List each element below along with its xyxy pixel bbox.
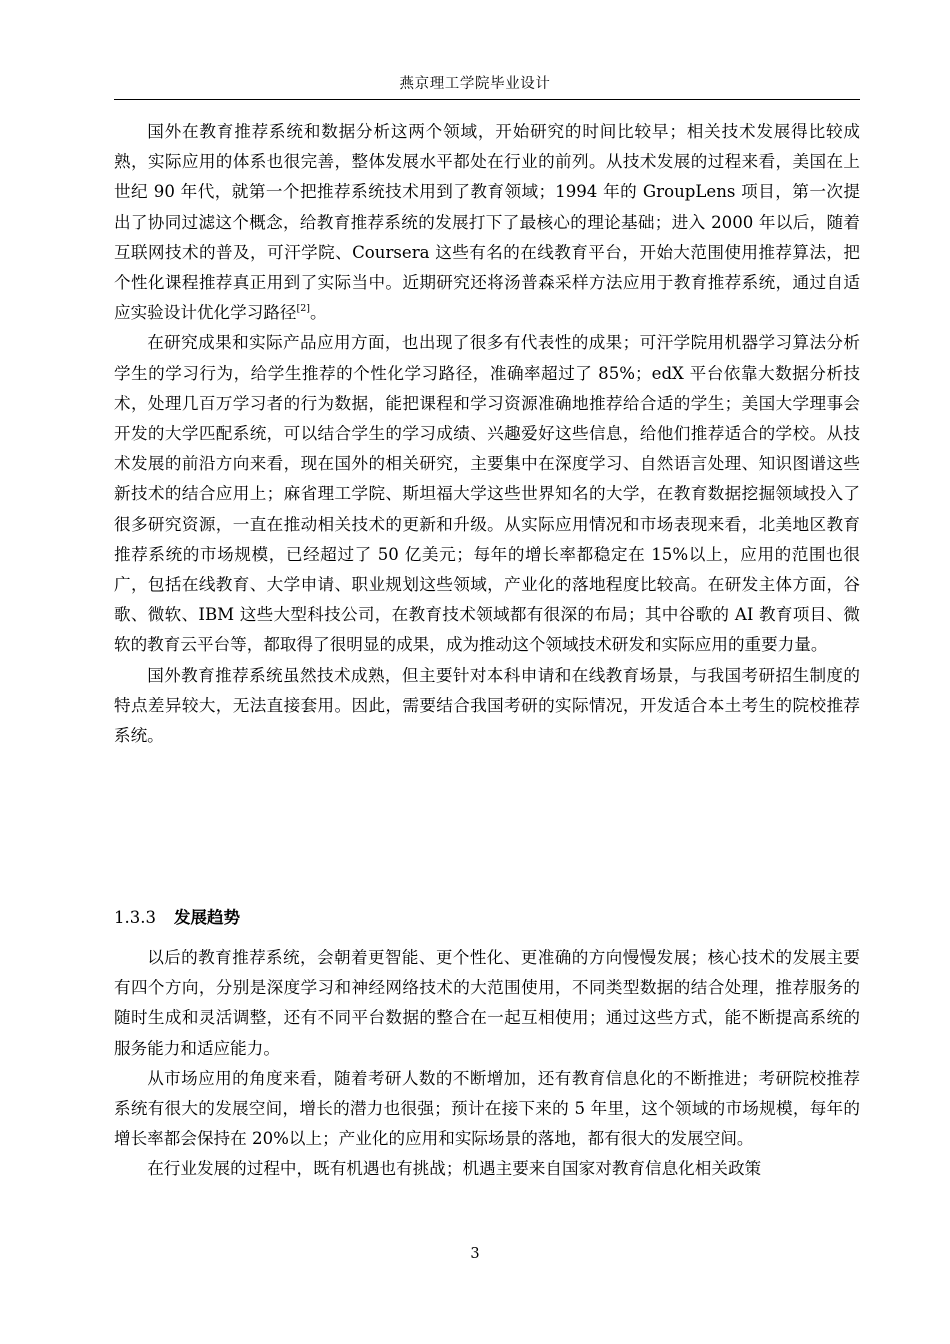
citation-ref: [2] <box>296 303 310 315</box>
paragraph-foreign-results: 在研究成果和实际产品应用方面，也出现了很多有代表性的成果；可汗学院用机器学习算法分析学生的学习行为，给学生推荐的个性化学习路径，准确率超过了 85%；edX 平台依靠大数据分析技术，处理几百万学习者的行为数据，能把课程和学习资源准确地推荐给合适的学生；美国大学理事会开发的大学匹配系统，可以结合学生的学习成绩、兴趣爱好这些信息，给他们推荐适合的学校。从技术发展的前沿方向来看，现在国外的相关研究，主要集中在深度学习、自然语言处理、知识图谱这些新技术的结合应用上；麻省理工学院、斯坦福大学这些世界知名的大学，在教育数据挖掘领域投入了很多研究资源，一直在推动相关技术的更新和升级。从实际应用情况和市场表现来看，北美地区教育推荐系统的市场规模，已经超过了 50 亿美元；每年的增长率都稳定在 15%以上，应用的范围也很广，包括在线教育、大学申请、职业规划这些领域，产业化的落地程度比较高。在研发主体方面，谷歌、微软、IBM 这些大型科技公司，在教育技术领域都有很深的布局；其中谷歌的 AI 教育项目、微软的教育云平台等，都取得了很明显的成果，成为推动这个领域技术研发和实际应用的重要力量。 <box>114 333 860 655</box>
body-text-upper <box>114 117 860 751</box>
page-header-title: 燕京理工学院毕业设计 <box>399 76 551 92</box>
body-text-lower <box>114 943 860 1185</box>
paragraph-text: 国外在教育推荐系统和数据分析这两个领域，开始研究的时间比较早；相关技术发展得比较成熟，实际应用的体系也很完善，整体发展水平都处在行业的前列。从技术发展的过程来看，美国在上世纪 90 年代，就第一个把推荐系统技术用到了教育领域；1994 年的 GroupLens 项目，第一次提出了协同过滤这个概念，给教育推荐系统的发展打下了最核心的理论基础；进入 2000 年以后，随着互联网技术的普及，可汗学院、Coursera 这些有名的在线教育平台，开始大范围使用推荐算法，把个性化课程推荐真正用到了实际当中。近期研究还将汤普森采样方法应用于教育推荐系统，通过自适应实验设计优化学习路径 <box>114 122 860 323</box>
page-number: 3 <box>470 1246 480 1262</box>
paragraph-trend-market: 从市场应用的角度来看，随着考研人数的不断增加，还有教育信息化的不断推进；考研院校推荐系统有很大的发展空间，增长的潜力也很强；预计在接下来的 5 年里，这个领域的市场规模，每年的增长率都会保持在 20%以上；产业化的应用和实际场景的落地，都有很大的发展空间。 <box>114 1068 860 1149</box>
section-title: 发展趋势 <box>173 908 240 927</box>
section-number: 1.3.3 <box>114 908 156 927</box>
paragraph-foreign-summary: 国外教育推荐系统虽然技术成熟，但主要针对本科申请和在线教育场景，与我国考研招生制度的特点差异较大，无法直接套用。因此，需要结合我国考研的实际情况，开发适合本土考生的院校推荐系统。 <box>114 665 860 746</box>
paragraph-trend-tech: 以后的教育推荐系统，会朝着更智能、更个性化、更准确的方向慢慢发展；核心技术的发展主要有四个方向，分别是深度学习和神经网络技术的大范围使用，不同类型数据的结合处理，推荐服务的随时生成和灵活调整，还有不同平台数据的整合在一起互相使用；通过这些方式，能不断提高系统的服务能力和适应能力。 <box>114 948 860 1058</box>
paragraph-foreign-history <box>114 117 860 328</box>
paragraph-trend-challenges: 在行业发展的过程中，既有机遇也有挑战；机遇主要来自国家对教育信息化相关政策 <box>147 1159 762 1179</box>
section-heading <box>114 903 240 933</box>
header-divider <box>114 99 860 100</box>
paragraph-tail: 。 <box>310 303 327 323</box>
